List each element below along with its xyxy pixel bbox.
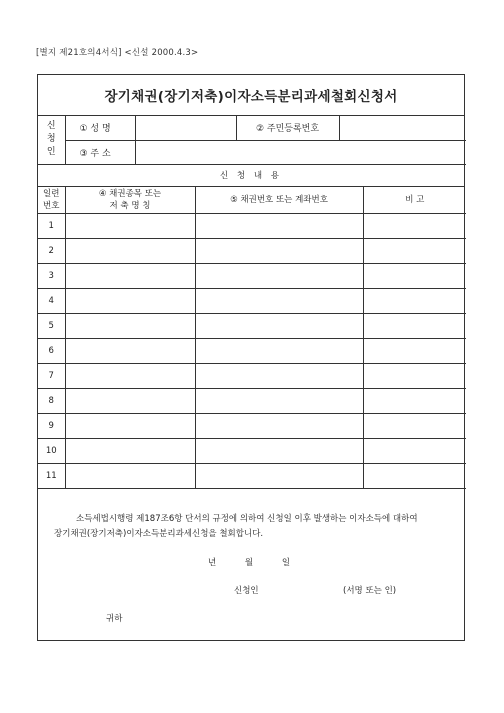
column-header-bond-type: ④ 채권종목 또는 저 축 명 칭	[65, 186, 195, 214]
form-title: 장기채권(장기저축)이자소득분리과세철회신청서	[38, 75, 464, 116]
bond-type-cell[interactable]	[65, 414, 195, 439]
row-number: 6	[38, 339, 65, 364]
row-number: 11	[38, 464, 65, 489]
table-row	[38, 339, 466, 364]
account-cell[interactable]	[195, 289, 363, 314]
declaration-line-1: 소득세법시행령 제187조6항 단서의 규정에 의하여 신청일 이후 발생하는 이자소득에 대하여	[76, 514, 418, 524]
remarks-cell[interactable]	[363, 389, 466, 414]
bond-type-cell[interactable]	[65, 364, 195, 389]
table-row	[38, 439, 466, 464]
section-title: 신 청 내 용	[38, 164, 464, 187]
declaration-line-2: 장기채권(장기저축)이자소득분리과세신청을 철회합니다.	[54, 529, 264, 539]
application-details-table	[38, 186, 466, 489]
remarks-cell[interactable]	[363, 364, 466, 389]
address-field[interactable]	[135, 140, 466, 164]
account-cell[interactable]	[195, 364, 363, 389]
bond-type-cell[interactable]	[65, 439, 195, 464]
bond-type-cell[interactable]	[65, 264, 195, 289]
declaration-section	[38, 492, 464, 642]
bond-type-cell[interactable]	[65, 314, 195, 339]
account-cell[interactable]	[195, 389, 363, 414]
applicant-signature-label: 신청인	[234, 586, 259, 596]
remarks-cell[interactable]	[363, 289, 466, 314]
table-row	[38, 289, 466, 314]
remarks-cell[interactable]	[363, 264, 466, 289]
name-field[interactable]	[135, 115, 236, 140]
address-label: ③ 주 소	[65, 140, 135, 164]
remarks-cell[interactable]	[363, 439, 466, 464]
addressee-label: 귀하	[106, 614, 123, 624]
account-cell[interactable]	[195, 339, 363, 364]
application-form	[37, 74, 465, 641]
table-row	[38, 239, 466, 264]
table-row	[38, 464, 466, 489]
account-cell[interactable]	[195, 464, 363, 489]
rrn-label: ② 주민등록번호	[236, 115, 339, 140]
remarks-cell[interactable]	[363, 414, 466, 439]
row-number: 1	[38, 214, 65, 239]
rrn-field[interactable]	[339, 115, 466, 140]
row-number: 7	[38, 364, 65, 389]
date-line: 년 월 일	[208, 558, 291, 568]
column-header-remarks: 비 고	[363, 186, 466, 214]
remarks-cell[interactable]	[363, 464, 466, 489]
table-row	[38, 414, 466, 439]
account-cell[interactable]	[195, 414, 363, 439]
form-caption: [별지 제21호의4서식] <신설 2000.4.3>	[36, 48, 199, 58]
bond-type-cell[interactable]	[65, 339, 195, 364]
table-row	[38, 214, 466, 239]
row-number: 9	[38, 414, 65, 439]
row-number: 4	[38, 289, 65, 314]
bond-type-cell[interactable]	[65, 214, 195, 239]
row-number: 2	[38, 239, 65, 264]
table-row	[38, 314, 466, 339]
signature-seal-label: (서명 또는 인)	[343, 586, 397, 596]
row-number: 5	[38, 314, 65, 339]
applicant-table	[38, 115, 466, 165]
remarks-cell[interactable]	[363, 214, 466, 239]
account-cell[interactable]	[195, 439, 363, 464]
applicant-side-label: 신 청 인	[38, 115, 65, 164]
remarks-cell[interactable]	[363, 314, 466, 339]
bond-type-cell[interactable]	[65, 289, 195, 314]
account-cell[interactable]	[195, 264, 363, 289]
remarks-cell[interactable]	[363, 339, 466, 364]
bond-type-cell[interactable]	[65, 239, 195, 264]
row-number: 8	[38, 389, 65, 414]
name-label: ① 성 명	[65, 115, 135, 140]
row-number: 10	[38, 439, 65, 464]
account-cell[interactable]	[195, 214, 363, 239]
table-row	[38, 389, 466, 414]
account-cell[interactable]	[195, 239, 363, 264]
table-row	[38, 264, 466, 289]
account-cell[interactable]	[195, 314, 363, 339]
column-header-account: ⑤ 채권번호 또는 계좌번호	[195, 186, 363, 214]
table-row	[38, 364, 466, 389]
row-number: 3	[38, 264, 65, 289]
remarks-cell[interactable]	[363, 239, 466, 264]
column-header-serial: 일련 번호	[38, 186, 65, 214]
bond-type-cell[interactable]	[65, 464, 195, 489]
bond-type-cell[interactable]	[65, 389, 195, 414]
